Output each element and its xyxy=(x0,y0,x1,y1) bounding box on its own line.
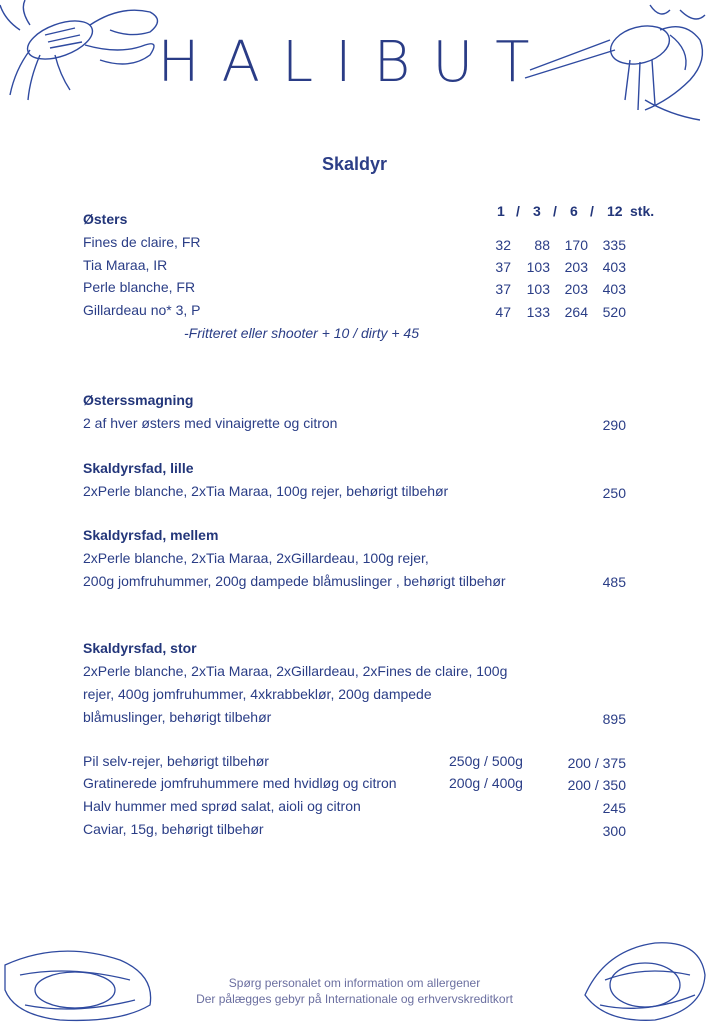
footer-fee-note: Der pålægges gebyr på Internationale og erhvervskreditkort xyxy=(196,992,513,1006)
platter-small-desc: 2xPerle blanche, 2xTia Maraa, 100g rejer, behørigt tilbehør xyxy=(83,483,449,499)
page-title: Skaldyr xyxy=(321,154,388,174)
oyster-name: Gillardeau no* 3, P xyxy=(83,302,201,318)
price-3: 103 xyxy=(526,281,550,297)
price-12: 403 xyxy=(602,281,626,297)
platter-large-desc-line: rejer, 400g jomfruhummer, 4xkrabbeklør, 200g dampede xyxy=(83,686,432,702)
tasting-desc: 2 af hver østers med vinaigrette og citron xyxy=(83,415,338,431)
platter-medium-price: 485 xyxy=(602,574,626,590)
oyster-name: Tia Maraa, IR xyxy=(83,257,168,273)
price-1: 37 xyxy=(495,281,511,297)
price-1: 37 xyxy=(495,259,511,275)
size-separator: / xyxy=(516,203,520,219)
size-col-6: 6 xyxy=(570,203,578,219)
price-3: 133 xyxy=(526,304,550,320)
extra-price: 300 xyxy=(602,823,626,839)
oyster-note: -Fritteret eller shooter + 10 / dirty + 45 xyxy=(184,325,419,341)
price-6: 264 xyxy=(564,304,588,320)
extra-price: 200 / 350 xyxy=(567,777,626,793)
extra-name: Caviar, 15g, behørigt tilbehør xyxy=(83,821,264,837)
size-separator: / xyxy=(590,203,594,219)
footer-allergen-note: Spørg personalet om information om allergener xyxy=(228,976,481,990)
tasting-price: 290 xyxy=(602,417,626,433)
platter-medium-desc-line: 2xPerle blanche, 2xTia Maraa, 2xGillardeau, 100g rejer, xyxy=(83,550,429,566)
extra-name: Pil selv-rejer, behørigt tilbehør xyxy=(83,753,269,769)
section-heading-platter-large: Skaldyrsfad, stor xyxy=(83,640,197,656)
platter-large-desc-line: 2xPerle blanche, 2xTia Maraa, 2xGillardeau, 2xFines de claire, 100g xyxy=(83,663,508,679)
oyster-name: Fines de claire, FR xyxy=(83,234,201,250)
platter-small-price: 250 xyxy=(602,485,626,501)
price-3: 88 xyxy=(534,237,550,253)
platter-large-price: 895 xyxy=(602,711,626,727)
platter-large-desc-line: blåmuslinger, behørigt tilbehør xyxy=(83,709,272,725)
extra-price: 200 / 375 xyxy=(567,755,626,771)
section-heading-tasting: Østerssmagning xyxy=(83,392,194,408)
price-3: 103 xyxy=(526,259,550,275)
oyster-name: Perle blanche, FR xyxy=(83,279,196,295)
platter-medium-desc-line: 200g jomfruhummer, 200g dampede blåmuslinger , behørigt tilbehør xyxy=(83,573,506,589)
price-12: 335 xyxy=(602,237,626,253)
extra-size: 250g / 500g xyxy=(449,753,523,769)
section-heading-platter-medium: Skaldyrsfad, mellem xyxy=(83,527,219,543)
price-12: 403 xyxy=(602,259,626,275)
section-heading-platter-small: Skaldyrsfad, lille xyxy=(83,460,194,476)
extra-name: Gratinerede jomfruhummere med hvidløg og citron xyxy=(83,775,397,791)
price-12: 520 xyxy=(602,304,626,320)
price-6: 203 xyxy=(564,281,588,297)
price-6: 170 xyxy=(564,237,588,253)
section-heading-oysters: Østers xyxy=(83,211,128,227)
size-col-1: 1 xyxy=(497,203,505,219)
size-unit: stk. xyxy=(630,203,655,219)
price-1: 32 xyxy=(495,237,511,253)
extra-price: 245 xyxy=(602,800,626,816)
size-col-3: 3 xyxy=(533,203,541,219)
extra-size: 200g / 400g xyxy=(449,775,523,791)
extra-name: Halv hummer med sprød salat, aioli og citron xyxy=(83,798,361,814)
price-1: 47 xyxy=(495,304,511,320)
size-separator: / xyxy=(553,203,557,219)
size-col-12: 12 xyxy=(607,203,623,219)
brand-logo: HALIBUT xyxy=(157,30,552,95)
price-6: 203 xyxy=(564,259,588,275)
